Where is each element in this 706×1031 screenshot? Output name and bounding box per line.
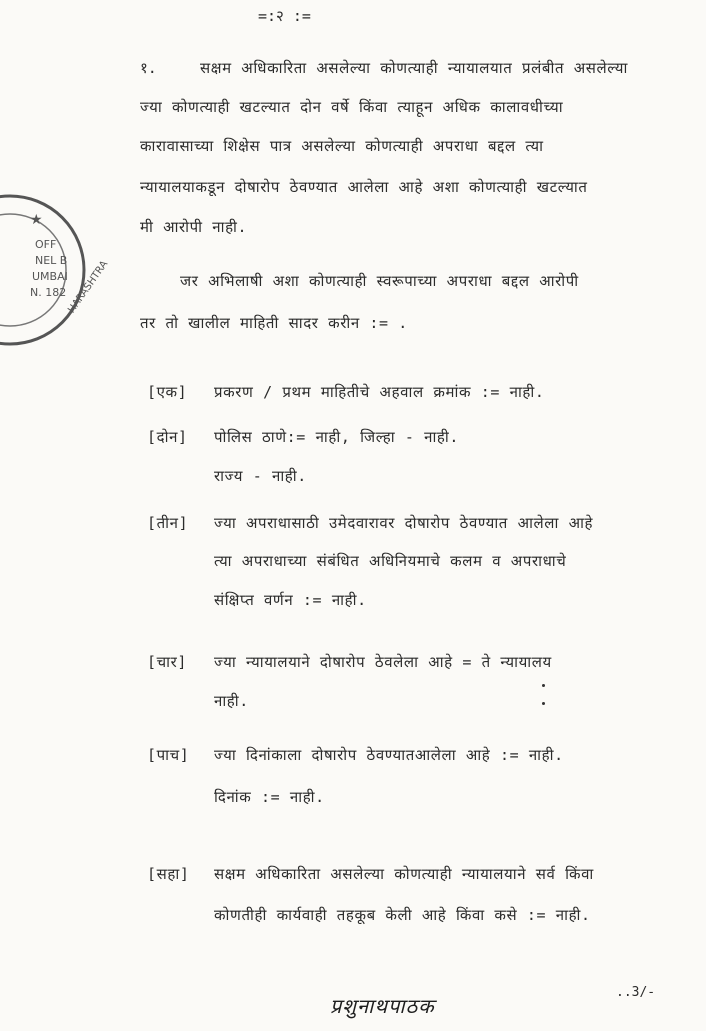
next-page-marker: ..3/- (616, 985, 656, 1000)
stamp-ring-text: HARASHTRA (66, 258, 111, 316)
item-5-label: [पाच] (147, 746, 190, 764)
item-5-line-2: दिनांक := नाही. (214, 788, 325, 806)
stamp-line-1: OFF (35, 238, 57, 251)
item-6-line-2: कोणतीही कार्यवाही तहकूब केली आहे किंवा कसे := नाही. (214, 906, 591, 924)
item-3-line-3: संक्षिप्त वर्णन := नाही. (214, 591, 367, 609)
para1-number: १. (140, 59, 157, 77)
para1-line-5: मी आरोपी नाही. (140, 218, 248, 236)
item-3-line-1: ज्या अपराधासाठी उमेदवारावर दोषारोप ठेवण्यात आलेला आहे (214, 514, 594, 532)
para1-line-3: कारावासाच्या शिक्षेस पात्र असलेल्या कोणत्याही अपराधा बद्दल त्या (140, 137, 544, 155)
item-2-label: [दोन] (147, 428, 188, 446)
stamp-line-2: NEL B (35, 254, 68, 267)
svg-text:★: ★ (30, 212, 43, 228)
para1-line-2: ज्या कोणत्याही खटल्यात दोन वर्षे किंवा त्याहून अधिक कालावधीच्या (140, 98, 564, 116)
item-1-line-1: प्रकरण / प्रथम माहितीचे अहवाल क्रमांक := नाही. (214, 383, 545, 401)
stray-dot (542, 702, 545, 705)
para2-line-1: जर अभिलाषी अशा कोणत्याही स्वरूपाच्या अपराधा बद्दल आरोपी (180, 272, 579, 290)
item-6-line-1: सक्षम अधिकारिता असलेल्या कोणत्याही न्यायालयाने सर्व किंवा (214, 865, 594, 883)
stray-dot (542, 684, 545, 687)
handwritten-signature: प्रशुनाथपाठक (330, 994, 435, 1018)
item-6-label: [सहा] (147, 865, 190, 883)
item-3-label: [तीन] (147, 514, 189, 532)
item-4-line-1: ज्या न्यायालयाने दोषारोप ठेवलेला आहे = ते न्यायालय (214, 653, 552, 671)
para2-line-2: तर तो खालील माहिती सादर करीन := . (140, 314, 408, 332)
item-5-line-1: ज्या दिनांकाला दोषारोप ठेवण्यातआलेला आहे := नाही. (214, 746, 564, 764)
item-2-line-2: राज्य - नाही. (214, 467, 307, 485)
para1-line-4: न्यायालयाकडून दोषारोप ठेवण्यात आलेला आहे अशा कोणत्याही खटल्यात (140, 178, 588, 196)
stamp-line-4: N. 182 (30, 286, 67, 299)
stamp-line-3: UMBAI (32, 270, 68, 283)
stamp-seal-icon (0, 190, 111, 350)
item-4-label: [चार] (147, 653, 188, 671)
official-stamp (0, 190, 111, 350)
item-1-label: [एक] (147, 383, 188, 401)
item-3-line-2: त्या अपराधाच्या संबंधित अधिनियमाचे कलम व अपराधाचे (214, 552, 567, 570)
item-4-line-2: नाही. (214, 692, 249, 710)
page-marker: =:२ := (258, 7, 311, 25)
para1-line-1: सक्षम अधिकारिता असलेल्या कोणत्याही न्यायालयात प्रलंबीत असलेल्या (200, 59, 628, 77)
item-2-line-1: पोलिस ठाणे:= नाही, जिल्हा - नाही. (214, 428, 460, 446)
